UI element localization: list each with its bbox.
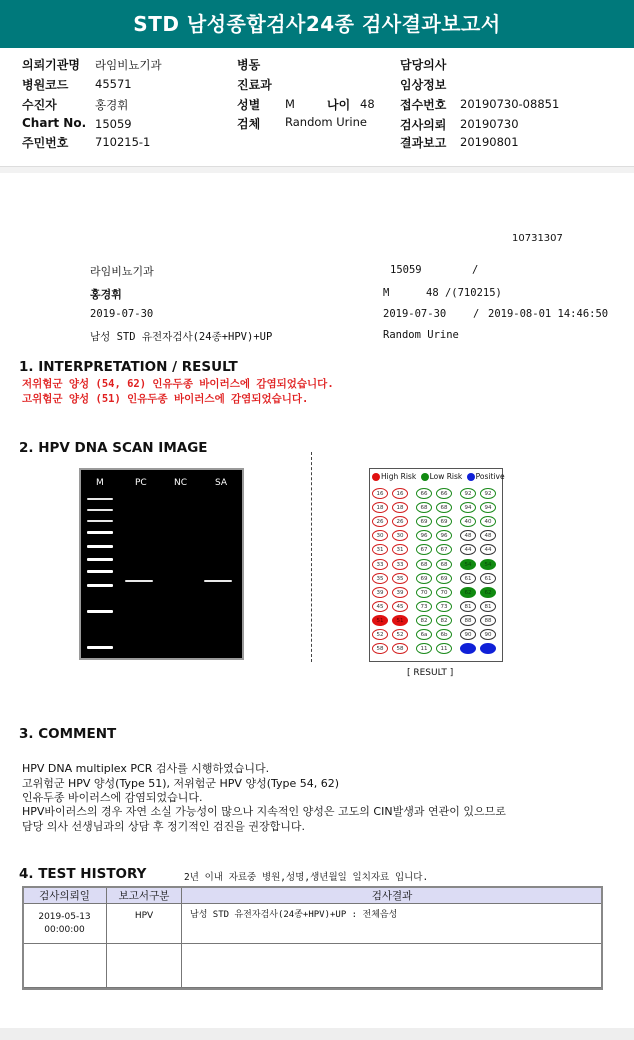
chip-cell: 73 bbox=[436, 601, 452, 612]
pc-band bbox=[125, 580, 153, 582]
history-empty-cell bbox=[182, 944, 603, 988]
chart-label: Chart No. bbox=[22, 116, 87, 130]
chip-cell: 90 bbox=[480, 629, 496, 640]
header-info bbox=[0, 52, 634, 166]
chip-cell: 33 bbox=[372, 559, 388, 570]
ladder-band bbox=[87, 646, 113, 649]
gel-lane-m: M bbox=[96, 478, 104, 488]
ladder-band bbox=[87, 531, 113, 534]
history-col-date: 검사의뢰일 bbox=[23, 888, 107, 904]
chip-cell: 48 bbox=[460, 530, 476, 541]
chip-cell: 68 bbox=[436, 559, 452, 570]
high-risk-dot-icon bbox=[372, 473, 380, 481]
legend-positive: Positive bbox=[475, 472, 505, 481]
legend-high: High Risk bbox=[381, 472, 417, 481]
chart-value: 15059 bbox=[95, 117, 132, 131]
chip-cell: 68 bbox=[416, 559, 432, 570]
chip-cell: 96 bbox=[436, 530, 452, 541]
chip-cell-positive: 54 bbox=[480, 559, 496, 570]
scan-divider bbox=[311, 452, 312, 662]
comment-line-1: HPV DNA multiplex PCR 검사를 시행하였습니다. bbox=[22, 762, 270, 775]
comment-line-5: 담당 의사 선생님과의 상담 후 정기적인 검진을 권장합니다. bbox=[22, 820, 305, 833]
org-label: 의뢰기관명 bbox=[22, 58, 80, 72]
chip-cell: 70 bbox=[436, 587, 452, 598]
hpv-chip-image bbox=[369, 468, 503, 662]
chip-cell: 45 bbox=[372, 601, 388, 612]
org-value: 라임비뇨기과 bbox=[95, 58, 162, 72]
chip-cell: 40 bbox=[480, 516, 496, 527]
chip-cell: 94 bbox=[480, 502, 496, 513]
chip-cell: 30 bbox=[392, 530, 408, 541]
result-label: [ RESULT ] bbox=[407, 668, 454, 678]
positive-dot-icon bbox=[467, 473, 475, 481]
age-value: 48 bbox=[360, 97, 375, 111]
summary-sex: M bbox=[383, 287, 390, 299]
chip-cell: 18 bbox=[372, 502, 388, 513]
summary-date-sep: / bbox=[473, 308, 480, 320]
chip-cell-positive: 62 bbox=[460, 587, 476, 598]
chip-cell: 94 bbox=[460, 502, 476, 513]
ladder-band bbox=[87, 558, 113, 561]
chip-cell: 31 bbox=[392, 544, 408, 555]
header-gap bbox=[0, 167, 634, 173]
specimen-value: Random Urine bbox=[285, 115, 367, 129]
chip-cell: 40 bbox=[460, 516, 476, 527]
chip-cell: 58 bbox=[372, 643, 388, 654]
chip-cell: 82 bbox=[416, 615, 432, 626]
code-label: 병원코드 bbox=[22, 78, 69, 92]
low-risk-dot-icon bbox=[421, 473, 429, 481]
history-header-row bbox=[23, 888, 603, 904]
id-value: 710215-1 bbox=[95, 135, 151, 149]
chip-cell: 73 bbox=[416, 601, 432, 612]
table-row bbox=[23, 944, 603, 988]
chip-cell: 66 bbox=[436, 488, 452, 499]
chip-cell: 81 bbox=[460, 601, 476, 612]
chip-cell: 70 bbox=[416, 587, 432, 598]
request-value: 20190730 bbox=[460, 117, 519, 131]
chip-cell: 68 bbox=[416, 502, 432, 513]
report-title: STD 남성종합검사24종 검사결과보고서 bbox=[0, 0, 634, 48]
chip-cell: 39 bbox=[372, 587, 388, 598]
chip-cell-positive bbox=[480, 643, 496, 654]
comment-title: 3. COMMENT bbox=[19, 726, 117, 742]
chip-cell: 68 bbox=[436, 502, 452, 513]
table-row bbox=[23, 904, 603, 944]
chip-cell: 33 bbox=[392, 559, 408, 570]
summary-test-name: 남성 STD 유전자검사(24종+HPV)+UP bbox=[90, 331, 273, 343]
chip-cell: 88 bbox=[460, 615, 476, 626]
summary-patient: 홍경휘 bbox=[90, 288, 122, 301]
chip-cell: 11 bbox=[416, 643, 432, 654]
receipt-label: 접수번호 bbox=[400, 98, 447, 112]
chip-cell-positive: 54 bbox=[460, 559, 476, 570]
chip-cell: 26 bbox=[372, 516, 388, 527]
ladder-band bbox=[87, 584, 113, 587]
doc-number: 10731307 bbox=[512, 233, 563, 244]
summary-date1: 2019-07-30 bbox=[90, 308, 154, 320]
summary-chart-sep: / bbox=[472, 264, 479, 276]
history-title: 4. TEST HISTORY bbox=[19, 866, 147, 882]
chip-cell: 35 bbox=[392, 573, 408, 584]
chip-cell: 67 bbox=[416, 544, 432, 555]
clinical-label: 임상정보 bbox=[400, 78, 447, 92]
ladder-band bbox=[87, 498, 113, 500]
chip-cell: 69 bbox=[416, 516, 432, 527]
chip-cell: 35 bbox=[372, 573, 388, 584]
chip-cell: 11 bbox=[436, 643, 452, 654]
chip-cell: 92 bbox=[480, 488, 496, 499]
comment-line-2: 고위험군 HPV 양성(Type 51), 저위험군 HPV 양성(Type 54, 62) bbox=[22, 777, 340, 790]
chip-cell: 6b bbox=[436, 629, 452, 640]
chip-cell: 81 bbox=[480, 601, 496, 612]
summary-specimen: Random Urine bbox=[383, 329, 459, 341]
chip-cell-positive bbox=[460, 643, 476, 654]
summary-report-datetime: 2019-08-01 14:46:50 bbox=[488, 308, 609, 320]
gel-lane-sa: SA bbox=[215, 478, 228, 488]
id-label: 주민번호 bbox=[22, 136, 69, 150]
history-col-result: 검사결과 bbox=[182, 888, 603, 904]
summary-date2: 2019-07-30 bbox=[383, 308, 447, 320]
chip-cell: 31 bbox=[372, 544, 388, 555]
chip-cell: 52 bbox=[392, 629, 408, 640]
chip-legend bbox=[370, 472, 504, 481]
patient-value: 홍경휘 bbox=[95, 98, 129, 112]
chip-cell: 26 bbox=[392, 516, 408, 527]
patient-label: 수진자 bbox=[22, 98, 57, 112]
interpretation-line-1: 저위험군 양성 (54, 62) 인유두종 바이러스에 감염되었습니다. bbox=[22, 378, 334, 390]
ward-label: 병동 bbox=[237, 58, 261, 72]
report-value: 20190801 bbox=[460, 135, 519, 149]
chip-cell: 67 bbox=[436, 544, 452, 555]
ladder-band bbox=[87, 570, 113, 573]
chip-cell-positive: 62 bbox=[480, 587, 496, 598]
chip-cell: 44 bbox=[460, 544, 476, 555]
history-col-type: 보고서구분 bbox=[107, 888, 182, 904]
gel-lane-nc: NC bbox=[174, 478, 188, 488]
history-date: 2019-05-13 bbox=[38, 912, 91, 922]
chip-cell: 6a bbox=[416, 629, 432, 640]
ladder-band bbox=[87, 545, 113, 548]
dept-label: 진료과 bbox=[237, 78, 272, 92]
history-result: 남성 STD 유전자검사(24종+HPV)+UP : 전체음성 bbox=[182, 904, 603, 944]
ladder-band bbox=[87, 610, 113, 613]
history-note: 2년 이내 자료중 병원,성명,생년월일 일치자료 입니다. bbox=[184, 872, 429, 883]
summary-chart: 15059 bbox=[390, 264, 422, 276]
summary-age-birth: 48 /(710215) bbox=[426, 287, 502, 299]
chip-cell: 69 bbox=[416, 573, 432, 584]
comment-line-4: HPV바이러스의 경우 자연 소실 가능성이 많으나 지속적인 양성은 고도의 CIN발생과 연관이 있으므로 bbox=[22, 805, 506, 818]
chip-cell: 61 bbox=[480, 573, 496, 584]
report-label: 결과보고 bbox=[400, 136, 447, 150]
history-table bbox=[22, 887, 603, 988]
receipt-value: 20190730-08851 bbox=[460, 97, 560, 111]
history-empty-cell bbox=[107, 944, 182, 988]
specimen-label: 검체 bbox=[237, 117, 261, 131]
interpretation-title: 1. INTERPRETATION / RESULT bbox=[19, 359, 238, 375]
page-bottom-band bbox=[0, 1028, 634, 1040]
chip-cell: 66 bbox=[416, 488, 432, 499]
chip-cell: 90 bbox=[460, 629, 476, 640]
scan-image-title: 2. HPV DNA SCAN IMAGE bbox=[19, 440, 208, 456]
sex-value: M bbox=[285, 97, 295, 111]
chip-cell: 39 bbox=[392, 587, 408, 598]
ladder-band bbox=[87, 520, 113, 522]
chip-cell: 18 bbox=[392, 502, 408, 513]
chip-cell: 82 bbox=[436, 615, 452, 626]
code-value: 45571 bbox=[95, 77, 132, 91]
doctor-label: 담당의사 bbox=[400, 58, 447, 72]
chip-cell: 16 bbox=[372, 488, 388, 499]
interpretation-line-2: 고위험군 양성 (51) 인유두종 바이러스에 감염되었습니다. bbox=[22, 393, 309, 405]
age-label: 나이 bbox=[327, 98, 351, 112]
history-type: HPV bbox=[107, 904, 182, 944]
comment-line-3: 인유두종 바이러스에 감염되었습니다. bbox=[22, 791, 203, 804]
history-time: 00:00:00 bbox=[44, 925, 85, 935]
chip-cell: 61 bbox=[460, 573, 476, 584]
history-date-cell bbox=[23, 904, 107, 944]
chip-cell-positive: 51 bbox=[372, 615, 388, 626]
chip-cell: 48 bbox=[480, 530, 496, 541]
gel-lane-pc: PC bbox=[135, 478, 147, 488]
ladder-band bbox=[87, 509, 113, 511]
chip-cell-positive: 51 bbox=[392, 615, 408, 626]
chip-cell: 16 bbox=[392, 488, 408, 499]
chip-cell: 69 bbox=[436, 573, 452, 584]
chip-cell: 92 bbox=[460, 488, 476, 499]
chip-cell: 30 bbox=[372, 530, 388, 541]
chip-cell: 45 bbox=[392, 601, 408, 612]
chip-cell: 88 bbox=[480, 615, 496, 626]
sex-label: 성별 bbox=[237, 98, 261, 112]
request-label: 검사의뢰 bbox=[400, 118, 447, 132]
gel-electrophoresis-image bbox=[79, 468, 244, 660]
history-empty-cell bbox=[23, 944, 107, 988]
chip-cell: 96 bbox=[416, 530, 432, 541]
legend-low: Low Risk bbox=[429, 472, 463, 481]
chip-cell: 69 bbox=[436, 516, 452, 527]
sa-band bbox=[204, 580, 232, 582]
summary-clinic: 라임비뇨기과 bbox=[90, 265, 154, 278]
chip-cell: 58 bbox=[392, 643, 408, 654]
chip-cell: 52 bbox=[372, 629, 388, 640]
chip-cell: 44 bbox=[480, 544, 496, 555]
